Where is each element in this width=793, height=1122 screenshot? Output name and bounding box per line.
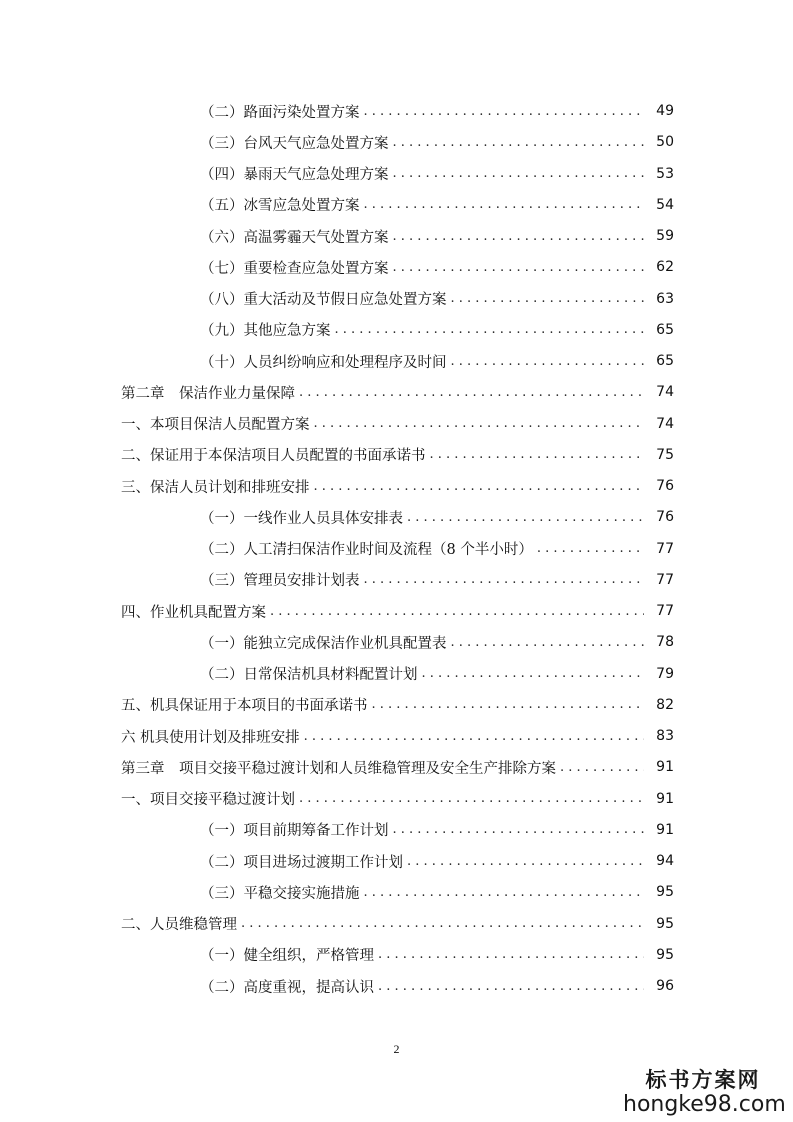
toc-entry[interactable] xyxy=(121,787,674,811)
dot-leader xyxy=(314,416,645,431)
dot-leader xyxy=(378,947,644,962)
toc-entry[interactable] xyxy=(121,693,674,717)
toc-entry-page: 95 xyxy=(656,884,674,901)
toc-entry-title: 一、本项目保洁人员配置方案 xyxy=(121,417,310,433)
toc-entry-title: （八）重大活动及节假日应急处置方案 xyxy=(200,292,447,308)
toc-entry-title: 四、作业机具配置方案 xyxy=(121,604,266,621)
toc-entry[interactable] xyxy=(200,162,674,186)
toc-entry-page: 77 xyxy=(656,603,674,619)
toc-entry-title: （二）人工清扫保洁作业时间及流程（8 个半小时） xyxy=(200,542,533,558)
toc-entry[interactable] xyxy=(121,443,674,467)
toc-entry[interactable] xyxy=(200,349,674,373)
toc-entry-page: 91 xyxy=(656,759,674,776)
toc-entry-page: 74 xyxy=(656,384,674,401)
page-number: 2 xyxy=(393,1042,400,1056)
toc-entry[interactable] xyxy=(200,505,674,529)
toc-entry-page: 79 xyxy=(656,665,674,682)
toc-entry-title: 二、保证用于本保洁项目人员配置的书面承诺书 xyxy=(121,448,426,465)
dot-leader xyxy=(364,572,645,587)
dot-leader xyxy=(393,135,645,150)
toc-entry-page: 77 xyxy=(656,571,674,588)
toc-entry-title: （四）暴雨天气应急处理方案 xyxy=(200,167,389,183)
toc-entry[interactable] xyxy=(121,724,674,748)
toc-entry[interactable] xyxy=(200,318,674,342)
toc-entry-title: （一）健全组织，严格管理 xyxy=(200,948,374,965)
toc-entry[interactable] xyxy=(200,818,674,842)
toc-entry-page: 50 xyxy=(656,134,674,151)
toc-entry-title: （三）平稳交接实施措施 xyxy=(200,885,360,902)
toc-entry[interactable] xyxy=(200,99,674,123)
dot-leader xyxy=(407,854,644,869)
toc-entry-title: （五）冰雪应急处置方案 xyxy=(200,198,360,215)
toc-entry[interactable] xyxy=(200,880,674,904)
toc-entry-page: 75 xyxy=(656,446,674,463)
toc-entry-title: 五、机具保证用于本项目的书面承诺书 xyxy=(121,698,368,715)
toc-entry-title: （二）高度重视，提高认识 xyxy=(200,979,374,996)
toc-entry-title: 一、项目交接平稳过渡计划 xyxy=(121,792,295,808)
toc-entry[interactable] xyxy=(200,130,674,154)
dot-leader xyxy=(393,166,645,181)
toc-entry[interactable] xyxy=(200,630,674,654)
toc-entry[interactable] xyxy=(200,849,674,873)
dot-leader xyxy=(422,666,645,681)
dot-leader xyxy=(451,291,645,306)
toc-entry[interactable] xyxy=(121,380,674,404)
dot-leader xyxy=(372,697,645,712)
toc-entry-title: 第二章 保洁作业力量保障 xyxy=(121,385,295,402)
dot-leader xyxy=(537,541,644,556)
dot-leader xyxy=(430,447,645,462)
toc-entry-title: （二）日常保洁机具材料配置计划 xyxy=(200,667,418,683)
toc-entry-title: （二）路面污染处置方案 xyxy=(200,104,360,121)
toc-entry-title: （二）项目进场过渡期工作计划 xyxy=(200,854,403,871)
dot-leader xyxy=(364,104,645,119)
toc-entry-page: 95 xyxy=(656,946,674,963)
toc-entry[interactable] xyxy=(200,287,674,311)
toc-entry-page: 77 xyxy=(656,540,674,557)
toc-entry-page: 95 xyxy=(656,915,674,932)
toc-entry-page: 53 xyxy=(656,165,674,182)
toc-entry-page: 54 xyxy=(656,196,674,213)
toc-entry[interactable] xyxy=(200,255,674,279)
dot-leader xyxy=(451,354,645,369)
toc-entry-page: 49 xyxy=(656,103,674,119)
toc-entry-page: 96 xyxy=(656,978,674,994)
toc-entry-page: 91 xyxy=(656,821,674,838)
toc-entry[interactable] xyxy=(200,974,674,998)
toc-entry[interactable] xyxy=(121,412,674,436)
dot-leader xyxy=(560,760,644,775)
dot-leader xyxy=(314,479,645,494)
toc-entry-page: 83 xyxy=(656,728,674,744)
toc-entry-page: 74 xyxy=(656,415,674,432)
toc-entry[interactable] xyxy=(200,568,674,592)
toc-entry-page: 91 xyxy=(656,790,674,807)
toc-entry-page: 63 xyxy=(656,290,674,307)
dot-leader xyxy=(241,916,644,931)
dot-leader xyxy=(451,635,645,650)
toc-entry-page: 65 xyxy=(656,321,674,338)
dot-leader xyxy=(270,604,644,619)
toc-entry-title: （一）能独立完成保洁作业机具配置表 xyxy=(200,635,447,652)
watermark-url: hongke98.com xyxy=(623,1092,786,1117)
dot-leader xyxy=(304,729,644,744)
dot-leader xyxy=(378,979,644,994)
toc-entry[interactable] xyxy=(200,943,674,967)
toc-entry-page: 78 xyxy=(656,634,674,651)
dot-leader xyxy=(299,791,644,806)
toc-entry-title: 第三章 项目交接平稳过渡计划和人员维稳管理及安全生产排除方案 xyxy=(121,760,556,777)
toc-entry-page: 76 xyxy=(656,509,674,526)
toc-entry-page: 62 xyxy=(656,259,674,276)
toc-entry-title: （十）人员纠纷响应和处理程序及时间 xyxy=(200,354,447,371)
dot-leader xyxy=(299,385,644,400)
dot-leader xyxy=(393,260,645,275)
toc-entry-title: （七）重要检查应急处置方案 xyxy=(200,260,389,277)
dot-leader xyxy=(364,197,645,212)
toc-entry[interactable] xyxy=(121,474,674,498)
toc-entry-title: （一）一线作业人员具体安排表 xyxy=(200,510,403,527)
toc-entry[interactable] xyxy=(200,662,674,686)
dot-leader xyxy=(393,229,645,244)
watermark-logo xyxy=(623,1064,786,1117)
dot-leader xyxy=(407,510,644,525)
toc-entry-title: 三、保洁人员计划和排班安排 xyxy=(121,479,310,496)
toc-entry[interactable] xyxy=(200,537,674,561)
toc-entry-title: 六 机具使用计划及排班安排 xyxy=(121,729,300,746)
toc-entry[interactable] xyxy=(121,755,674,779)
toc-entry[interactable] xyxy=(121,599,674,623)
toc-entry-title: （九）其他应急方案 xyxy=(200,323,331,340)
toc-entry-title: （三）台风天气应急处置方案 xyxy=(200,135,389,152)
toc-entry-page: 94 xyxy=(656,853,674,869)
toc-entry-page: 76 xyxy=(656,478,674,494)
toc-entry-page: 82 xyxy=(656,696,674,713)
toc-entry-page: 65 xyxy=(656,353,674,369)
toc-entry[interactable] xyxy=(200,224,674,248)
toc-entry-page: 59 xyxy=(656,228,674,244)
toc-entry[interactable] xyxy=(121,912,674,936)
watermark-name: 标书方案网 xyxy=(645,1067,761,1092)
toc-entry[interactable] xyxy=(200,193,674,217)
toc-entry-title: （一）项目前期筹备工作计划 xyxy=(200,823,389,840)
dot-leader xyxy=(393,822,645,837)
dot-leader xyxy=(335,322,645,337)
toc-entry-title: （三）管理员安排计划表 xyxy=(200,573,360,590)
toc-entry-title: （六）高温雾霾天气处置方案 xyxy=(200,229,389,246)
toc-entry-title: 二、人员维稳管理 xyxy=(121,917,237,933)
dot-leader xyxy=(364,885,645,900)
